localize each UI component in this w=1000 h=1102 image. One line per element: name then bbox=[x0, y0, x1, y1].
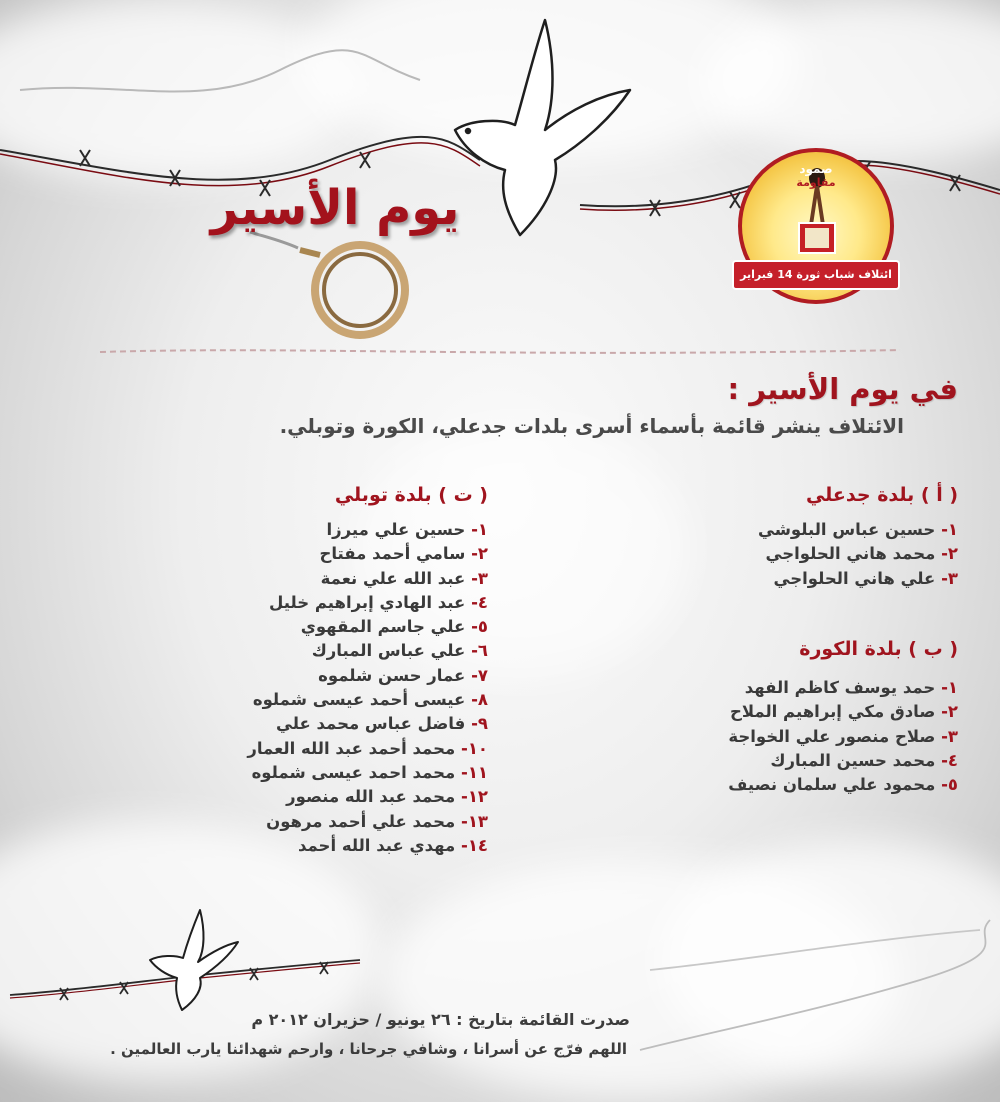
list-item: ١٣- محمد علي أحمد مرهون bbox=[266, 811, 488, 831]
list-item: ١٠- محمد أحمد عبد الله العمار bbox=[247, 738, 488, 758]
list-item: ١٤- مهدي عبد الله أحمد bbox=[297, 835, 488, 855]
section-title-tubli: ( ت ) بلدة توبلي bbox=[334, 484, 488, 506]
list-item: ٥- علي جاسم المقهوي bbox=[300, 617, 488, 637]
coalition-logo bbox=[732, 148, 900, 306]
names-list-tubli bbox=[247, 518, 488, 858]
logo-sub-text: مقاومة bbox=[796, 176, 836, 189]
list-item: ٧- عمار حسن شلموه bbox=[318, 665, 488, 685]
list-item: ٤- محمد حسين المبارك bbox=[770, 750, 958, 770]
list-item: ٣- علي هاني الحلواجي bbox=[773, 568, 958, 588]
list-item: ٢- محمد هاني الحلواجي bbox=[765, 544, 958, 564]
list-item: ٨- عيسى أحمد عيسى شملوه bbox=[252, 690, 488, 710]
section-title-jidali: ( أ ) بلدة جدعلي bbox=[805, 484, 958, 506]
list-item: ٣- عبد الله علي نعمة bbox=[320, 568, 488, 588]
list-item: ٥- محمود علي سلمان نصيف bbox=[728, 775, 958, 795]
names-list-jidali bbox=[758, 518, 958, 591]
list-item: ٦- علي عباس المبارك bbox=[311, 641, 488, 661]
list-item: ٣- صلاح منصور علي الخواجة bbox=[728, 726, 958, 746]
subheading: الائتلاف ينشر قائمة بأسماء أسرى بلدات جدعلي، الكورة وتوبلي. bbox=[279, 414, 904, 438]
list-item: ٩- فاضل عباس محمد علي bbox=[276, 714, 488, 734]
footer-prayer-line: اللهم فرّج عن أسرانا ، وشافي جرحانا ، وارحم شهدائنا يارب العالمين . bbox=[110, 1040, 627, 1058]
section-title-kora: ( ب ) بلدة الكورة bbox=[799, 638, 958, 660]
list-item: ١- حسين علي ميرزا bbox=[326, 520, 488, 539]
names-list-kora bbox=[728, 676, 958, 797]
dove-icon bbox=[150, 910, 238, 1010]
list-item: ٢- سامي أحمد مفتاح bbox=[319, 544, 488, 564]
list-item: ١- حمد يوسف كاظم الفهد bbox=[744, 678, 958, 697]
list-item: ١- حسين عباس البلوشي bbox=[758, 520, 958, 539]
barbed-wire-bottom bbox=[0, 900, 1000, 1102]
list-item: ١٢- محمد عبد الله منصور bbox=[286, 787, 488, 807]
handcuffs-icon bbox=[250, 232, 405, 335]
logo-top-text: صمود bbox=[799, 162, 833, 176]
page-title: يوم الأسير bbox=[210, 180, 460, 236]
list-item: ٤- عبد الهادي إبراهيم خليل bbox=[269, 592, 488, 612]
footer-date-line: صدرت القائمة بتاريخ : ٢٦ يونيو / حزيران ٢٠١٢ م bbox=[251, 1010, 630, 1029]
heading: في يوم الأسير : bbox=[727, 372, 958, 406]
list-item: ١١- محمد احمد عيسى شملوه bbox=[251, 762, 488, 782]
logo-ribbon: ائتلاف شباب ثورة 14 فبراير bbox=[732, 260, 900, 290]
list-item: ٢- صادق مكي إبراهيم الملاح bbox=[729, 702, 958, 722]
